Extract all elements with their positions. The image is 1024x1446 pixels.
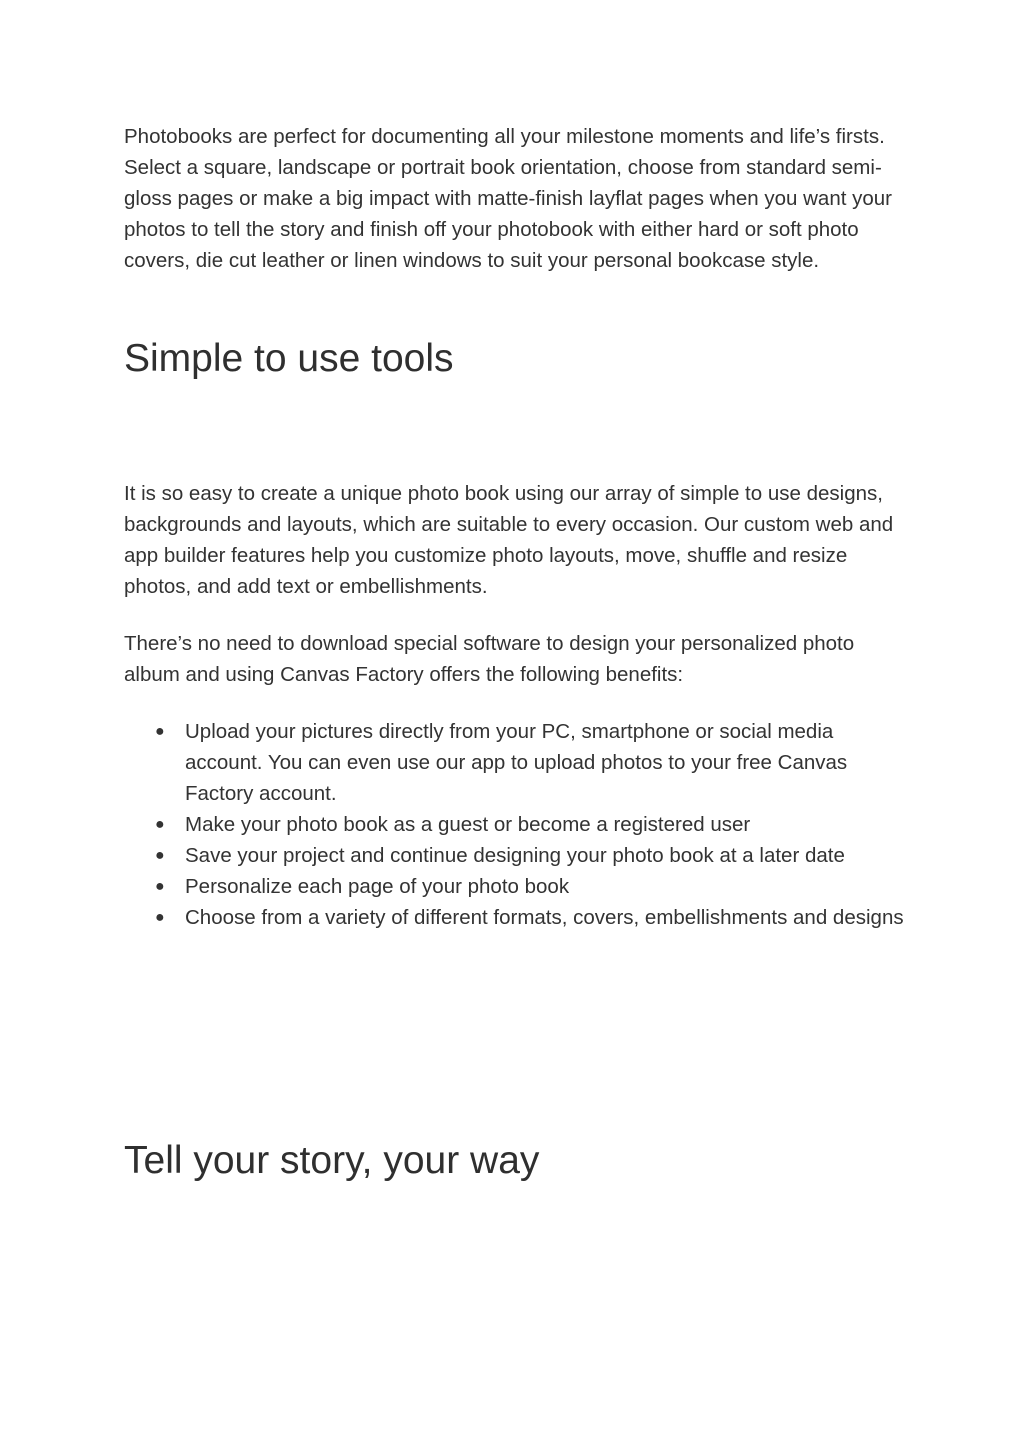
- list-item-text: Upload your pictures directly from your PC, smartphone or social media account. You can even use our app to upload photos to your free Canvas Factory account.: [185, 720, 848, 805]
- section-heading-tell-story: Tell your story, your way: [124, 1139, 540, 1182]
- bullet-icon: ●: [155, 816, 165, 833]
- bullet-icon: ●: [155, 723, 165, 740]
- bullet-icon: ●: [155, 847, 165, 864]
- section-heading-simple-tools: Simple to use tools: [124, 337, 454, 380]
- list-item: [124, 809, 904, 840]
- bullet-icon: ●: [155, 878, 165, 895]
- list-item-text: Choose from a variety of different formats, covers, embellishments and designs: [185, 906, 904, 929]
- list-item-text: Personalize each page of your photo book: [185, 875, 570, 898]
- tools-paragraph: It is so easy to create a unique photo book using our array of simple to use designs, backgrounds and layouts, which are suitable to every occasion. Our custom web and app builder features help you customize photo layouts, move, shuffle and resize photos, and add text or embellishments.: [124, 482, 894, 598]
- list-item-text: Save your project and continue designing your photo book at a later date: [185, 844, 845, 867]
- list-item: [124, 716, 904, 809]
- list-item: [124, 902, 904, 933]
- list-item: [124, 840, 904, 871]
- list-item-text: Make your photo book as a guest or become a registered user: [185, 813, 751, 836]
- benefits-intro-paragraph: There’s no need to download special software to design your personalized photo album and using Canvas Factory offers the following benefits:: [124, 632, 855, 686]
- intro-paragraph: Photobooks are perfect for documenting all your milestone moments and life’s firsts. Select a square, landscape or portrait book orientation, choose from standard semi-gloss pages or make a big impact with matte-finish layflat pages when you want your photos to tell the story and finish off your photobook with either hard or soft photo covers, die cut leather or linen windows to suit your personal bookcase style.: [124, 125, 892, 272]
- benefits-list: [124, 716, 904, 933]
- list-item: [124, 871, 904, 902]
- bullet-icon: ●: [155, 909, 165, 926]
